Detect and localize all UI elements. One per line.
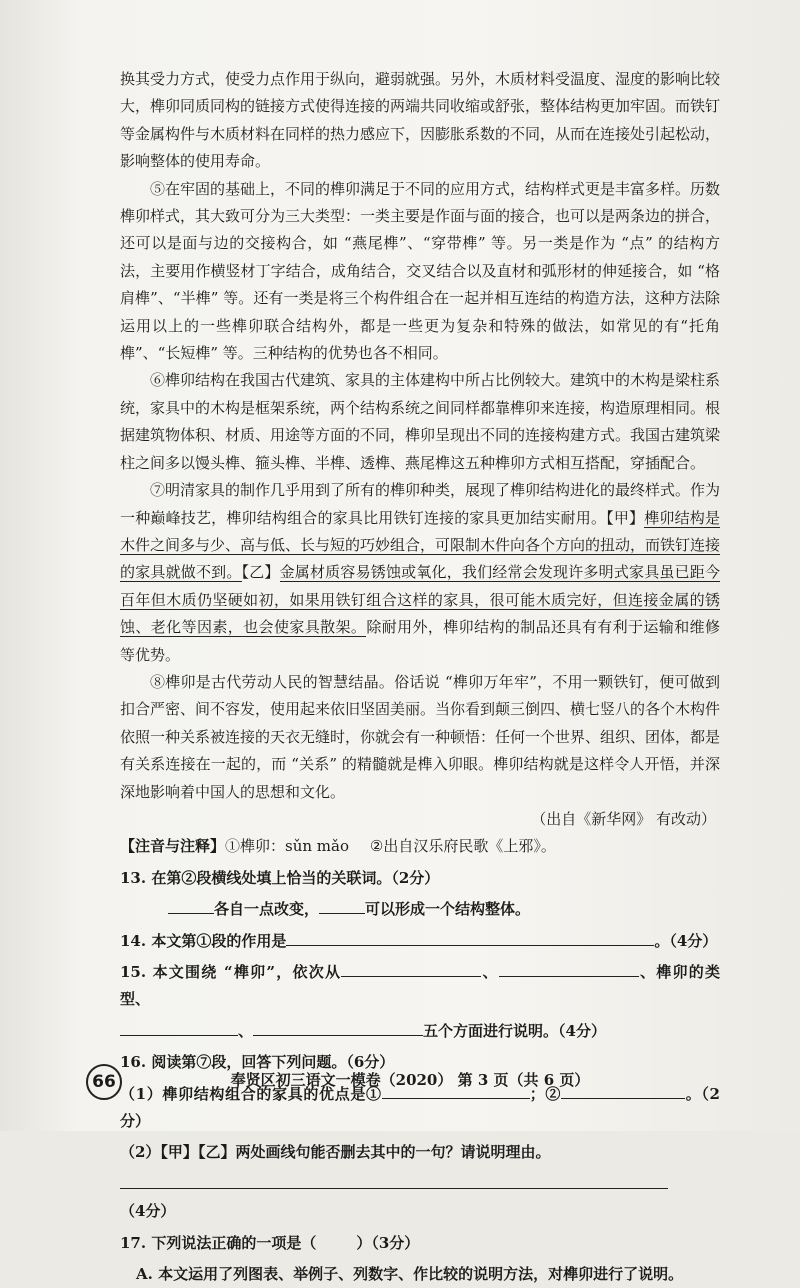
answer-blank-15a[interactable] bbox=[341, 960, 481, 977]
annotation-note bbox=[120, 833, 720, 860]
q15-end: 五个方面进行说明。（4分） bbox=[423, 1021, 606, 1040]
note-label: 【注音与注释】 bbox=[120, 837, 226, 856]
paragraph-7-ending: 除耐用外，榫卯结构的制品还具有有利于运输和维修等优势。 bbox=[120, 618, 720, 664]
question-13-line bbox=[120, 896, 720, 923]
answer-blank-14[interactable] bbox=[286, 929, 654, 946]
question-16-2-answer bbox=[120, 1171, 720, 1226]
note-item-2: ②出自汉乐府民歌《上邪》。 bbox=[369, 837, 556, 856]
q13-text-2: 可以形成一个结构整体。 bbox=[365, 900, 531, 919]
q15-mid: 、榫卯的类型、 bbox=[120, 963, 720, 1009]
paragraph-7-intro: ⑦明清家具的制作几乎用到了所有的榫卯种类，展现了榫卯结构进化的最终样式。作为一种巅峰技艺，榫卯结构组合的家具比用铁钉连接的家具更加结实耐用。【甲】 bbox=[120, 481, 721, 527]
underlined-sentence-yi: 金属材质容易锈蚀或氧化，我们经常会发现许多明式家具虽已距今百年但木质仍坚硬如初，如果用铁钉组合这样的家具，很可能木质完好，但连接金属的锈蚀、老化等因素，也会使家具散架。 bbox=[120, 563, 720, 637]
footer-title: 奉贤区初三语文一模卷（2020） 第 3 页（共 6 页） bbox=[230, 1071, 590, 1089]
page-footer bbox=[0, 1060, 800, 1100]
question-15 bbox=[120, 959, 720, 1014]
answer-blank-15c[interactable] bbox=[120, 1019, 238, 1036]
question-17 bbox=[120, 1230, 720, 1257]
question-16-2: （2）【甲】【乙】两处画线句能否删去其中的一句？请说明理由。 bbox=[120, 1143, 551, 1162]
underlined-sentence-jia: 榫卯结构是木件之间多与少、高与低、长与短的巧妙组合，可限制木件向各个方向的扭动，而铁钉连接的家具就做不到。 bbox=[120, 508, 721, 582]
paragraph-5: ⑤在牢固的基础上，不同的榫卯满足于不同的应用方式，结构样式更是丰富多样。历数榫卯样式，其大致可分为三大类型：一类主要是作面与面的接合，也可以是两条边的拼合，还可以是面与边的交接构合，如 “燕尾榫”、“穿带榫” 等。另一类是作为 “点” 的结构方法，主要用作横竖材丁字结合，成角结合，交叉结合以及直材和弧形材的伸延接合，如 “格肩榫”、“半榫” 等。还有一类是将三个构件组合在一起并相互连结的构造方法，这种方法除运用以上的一些榫卯联合结构外，都是一些更为复杂和特殊的做法，如常见的有“托角榫”、“长短榫” 等。三种结构的优势也各不相同。 bbox=[120, 179, 721, 363]
paragraph-4-continued: 换其受力方式，使受力点作用于纵向，避弱就强。另外，木质材料受温度、湿度的影响比较大，榫卯同质同构的链接方式使得连接的两端共同收缩或舒张，整体结构更加牢固。而铁钉等金属构件与木质材料在同样的热力感应下，因膨胀系数的不同，从而在连接处引起松动，影响整体的使用寿命。 bbox=[120, 70, 721, 171]
q17-score: ）（3分） bbox=[356, 1233, 420, 1252]
marker-yi: 【乙】 bbox=[241, 563, 280, 582]
q14-text: 14. 本文第①段的作用是 bbox=[120, 931, 287, 950]
answer-blank-15d[interactable] bbox=[253, 1019, 423, 1036]
note-item-1: ①榫卯：sǔn mǎo bbox=[225, 837, 350, 856]
q14-score: 。（4分） bbox=[654, 931, 718, 950]
q15-text: 15. 本文围绕 “榫卯”，依次从 bbox=[120, 963, 342, 981]
question-17-option-a: A. 本文运用了列图表、举例子、列数字、作比较的说明方法，对榫卯进行了说明。 bbox=[136, 1265, 684, 1284]
q16-1-score: 。（2分） bbox=[120, 1084, 720, 1131]
paragraph-7 bbox=[120, 477, 720, 669]
q17-text: 17. 下列说法正确的一项是（ bbox=[120, 1233, 317, 1252]
question-13: 13. 在第②段横线处填上恰当的关联词。（2分） bbox=[120, 868, 440, 887]
q13-text-1: 各自一点改变， bbox=[214, 900, 320, 919]
question-15-line-2 bbox=[120, 1018, 720, 1045]
q16-1-text: （1）榫卯结构组合的家具的优点是① bbox=[120, 1084, 382, 1103]
page-number-badge: 66 bbox=[86, 1064, 122, 1100]
q15-sep: 、 bbox=[481, 963, 499, 981]
answer-blank-15b[interactable] bbox=[499, 960, 639, 977]
answer-blank-13b[interactable] bbox=[319, 897, 365, 914]
question-14 bbox=[120, 928, 720, 955]
answer-blank-13a[interactable] bbox=[168, 897, 214, 914]
paragraph-8: ⑧榫卯是古代劳动人民的智慧结晶。俗话说 “榫卯万年牢”，不用一颗铁钉，便可做到扣合严密、间不容发，使用起来依旧坚固美丽。当你看到颠三倒四、横七竖八的各个木构件依照一种关系被连接的天衣无缝时，你就会有一种顿悟：任何一个世界、组织、团体，都是有关系连接在一起的，而 “关系” 的精髓就是榫入卯眼。榫卯结构就是这样令人开悟，并深深地影响着中国人的思想和文化。 bbox=[120, 672, 721, 801]
question-16: 16. 阅读第⑦段，回答下列问题。（6分） bbox=[120, 1053, 395, 1072]
source-citation: （出自《新华网》 有改动） bbox=[531, 809, 716, 828]
paragraph-6: ⑥榫卯结构在我国古代建筑、家具的主体建构中所占比例较大。建筑中的木构是梁柱系统，家具中的木构是框架系统，两个结构系统之间同样都靠榫卯来连接，构造原理相同。根据建筑物体积、材质、用途等方面的不同，榫卯呈现出不同的连接构建方式。我国古建筑梁柱之间多以馒头榫、箍头榫、半榫、透榫、燕尾榫这五种榫卯方式相互搭配，穿插配合。 bbox=[120, 371, 721, 472]
reading-passage bbox=[120, 66, 720, 1288]
q15-sep-2: 、 bbox=[238, 1021, 254, 1040]
q16-1-mid: ；② bbox=[529, 1084, 562, 1103]
q16-2-score: （4分） bbox=[120, 1202, 176, 1221]
answer-blank-16-2[interactable] bbox=[120, 1172, 668, 1189]
